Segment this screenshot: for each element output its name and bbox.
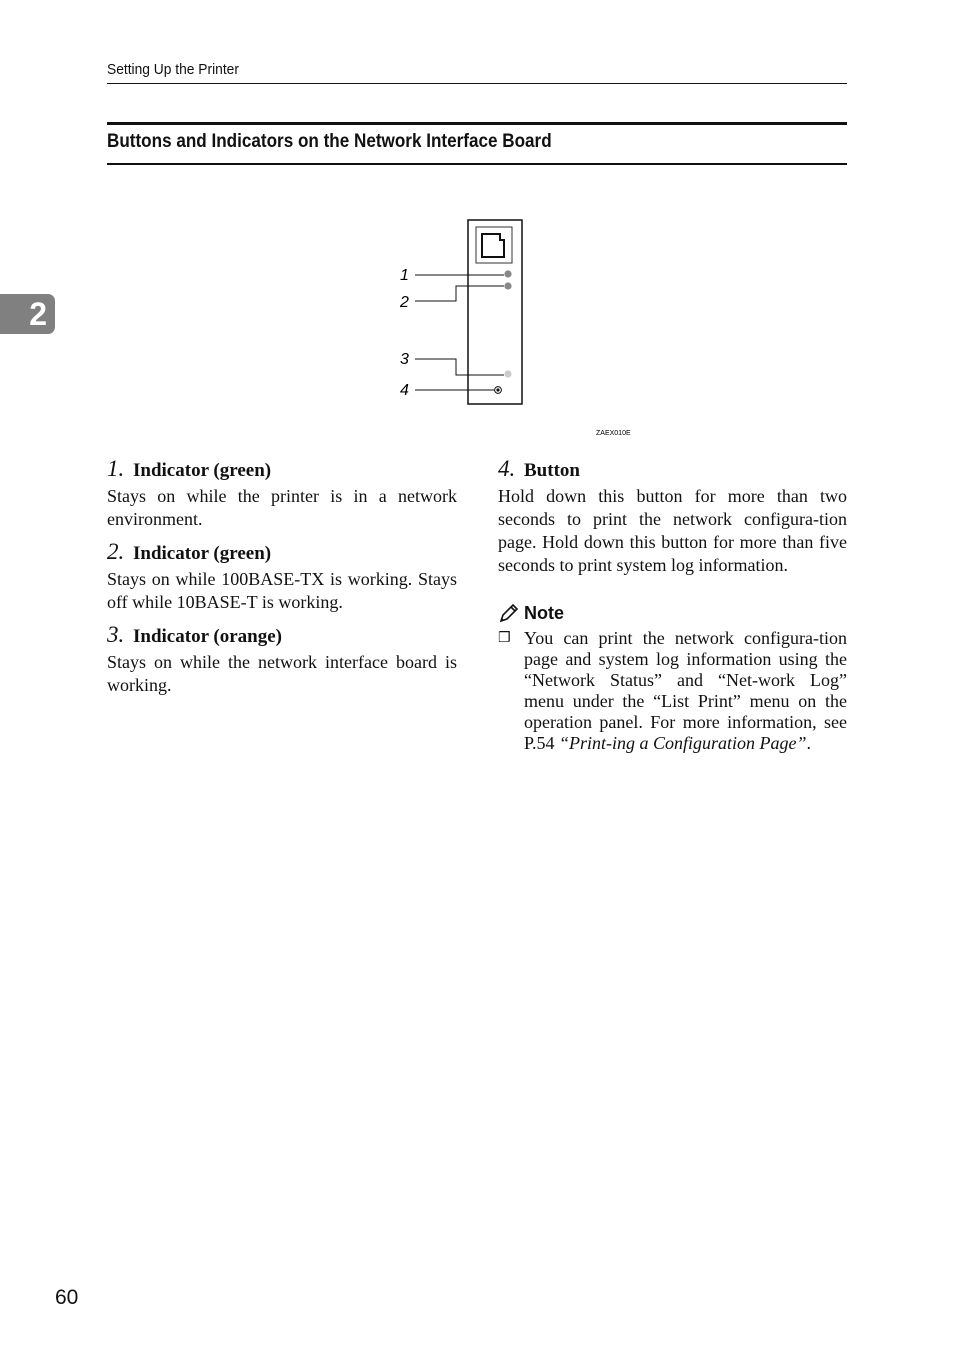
callout-2: 2 xyxy=(400,294,409,311)
callout-3: 3 xyxy=(400,351,409,368)
network-board-figure xyxy=(390,210,650,445)
section-bottom-rule xyxy=(107,163,847,165)
item-title: Indicator (green) xyxy=(133,460,272,481)
list-item xyxy=(498,456,847,577)
item-title: Indicator (green) xyxy=(133,543,272,564)
section-top-rule xyxy=(107,122,847,125)
item-number: 4. xyxy=(498,456,516,481)
list-item xyxy=(107,539,457,614)
item-description: Stays on while 100BASE-TX is working. Stays off while 10BASE-T is working. xyxy=(107,569,457,612)
left-column xyxy=(107,456,457,705)
header-divider xyxy=(107,83,847,84)
chapter-tab xyxy=(0,294,55,334)
item-description: Stays on while the printer is in a network environment. xyxy=(107,486,457,529)
cross-reference-link[interactable]: “Print-ing a Configuration Page” xyxy=(559,733,807,753)
section-title: Buttons and Indicators on the Network Interface Board xyxy=(107,131,552,152)
right-column xyxy=(498,456,847,754)
indicator-3-led xyxy=(504,370,511,377)
figure-code: ZAEX010E xyxy=(596,430,631,437)
item-number: 3. xyxy=(107,622,125,647)
item-number: 1. xyxy=(107,456,125,481)
note-suffix: . xyxy=(806,733,812,753)
callout-4: 4 xyxy=(400,382,409,399)
list-item xyxy=(107,622,457,697)
page-number: 60 xyxy=(55,1286,79,1309)
list-item xyxy=(107,456,457,531)
indicator-2-led xyxy=(504,282,511,289)
note-text: You can print the network configura-tion page and system log information using the “Network Status” and “Net-work Log” menu under the “List Print” menu on the operation panel. For more information, see P.54 xyxy=(524,628,847,753)
ethernet-port-icon xyxy=(476,227,512,263)
note-item xyxy=(498,628,847,754)
note-label: Note xyxy=(524,602,564,623)
indicator-1-led xyxy=(504,270,511,277)
chapter-number: 2 xyxy=(29,295,47,332)
item-description: Hold down this button for more than two seconds to print the network configura-tion page. Hold down this button for more than five seconds to print system log information. xyxy=(498,486,847,575)
item-description: Stays on while the network interface board is working. xyxy=(107,652,457,695)
pencil-note-icon xyxy=(498,602,520,624)
item-title: Button xyxy=(524,460,580,481)
callout-1: 1 xyxy=(400,267,409,284)
checkbox-bullet-icon: ❒ xyxy=(498,630,511,646)
button-4-icon xyxy=(495,387,502,394)
item-title: Indicator (orange) xyxy=(133,626,282,647)
item-number: 2. xyxy=(107,539,125,564)
running-header: Setting Up the Printer xyxy=(107,61,239,78)
network-board-diagram xyxy=(390,210,650,445)
note-heading xyxy=(498,602,847,624)
